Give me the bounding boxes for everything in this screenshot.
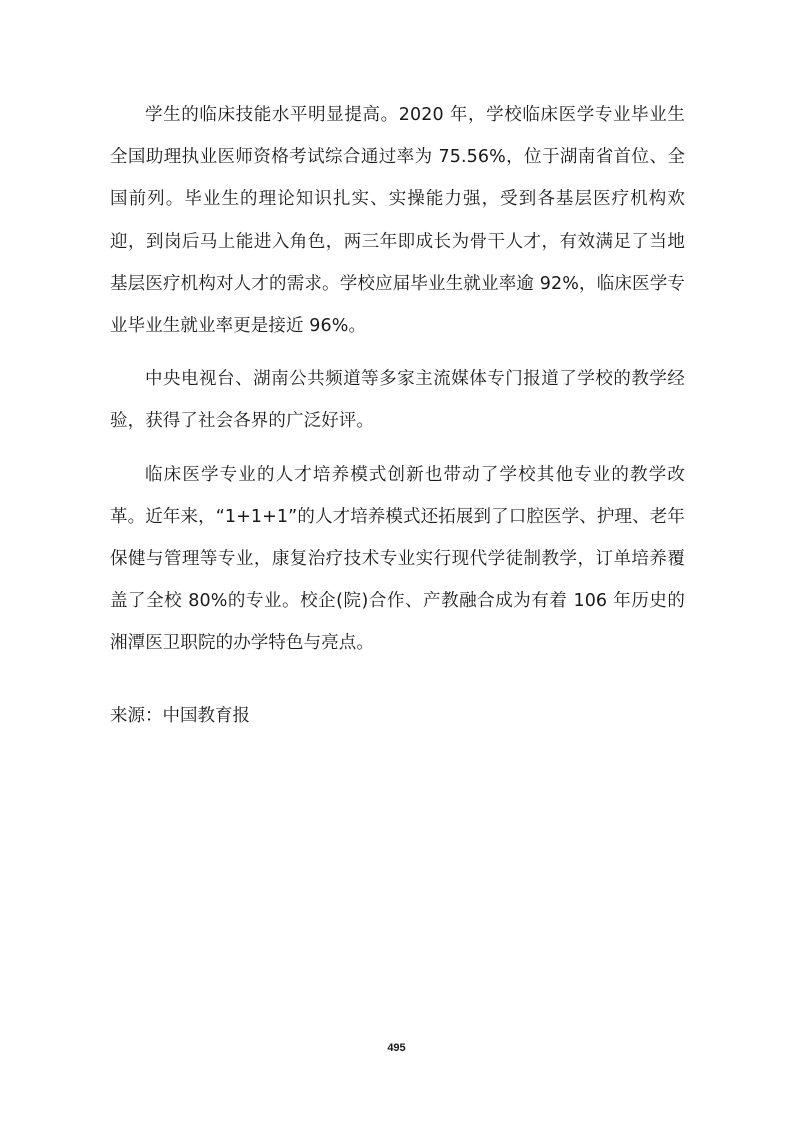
article-body <box>110 94 685 665</box>
page-number: 495 <box>387 1042 406 1054</box>
paragraph-reform: 临床医学专业的人才培养模式创新也带动了学校其他专业的教学改革。近年来，“1+1+1”的人才培养模式还拓展到了口腔医学、护理、老年保健与管理等专业，康复治疗技术专业实行现代学徒制教学，订单培养覆盖了全校 80%的专业。校企(院)合作、产教融合成为有着 106 年历史的湘潭医卫职院的办学特色与亮点。 <box>110 464 685 654</box>
paragraph-media: 中央电视台、湖南公共频道等多家主流媒体专门报道了学校的教学经验，获得了社会各界的广泛好评。 <box>110 369 685 432</box>
source-line: 来源：中国教育报 <box>110 706 250 726</box>
paragraph-results: 学生的临床技能水平明显提高。2020 年，学校临床医学专业毕业生全国助理执业医师资格考试综合通过率为 75.56%，位于湖南省首位、全国前列。毕业生的理论知识扎实、实操能力强，受到各基层医疗机构欢迎，到岗后马上能进入角色，两三年即成长为骨干人才，有效满足了当地基层医疗机构对人才的需求。学校应届毕业生就业率逾 92%，临床医学专业毕业生就业率更是接近 96%。 <box>110 105 685 337</box>
